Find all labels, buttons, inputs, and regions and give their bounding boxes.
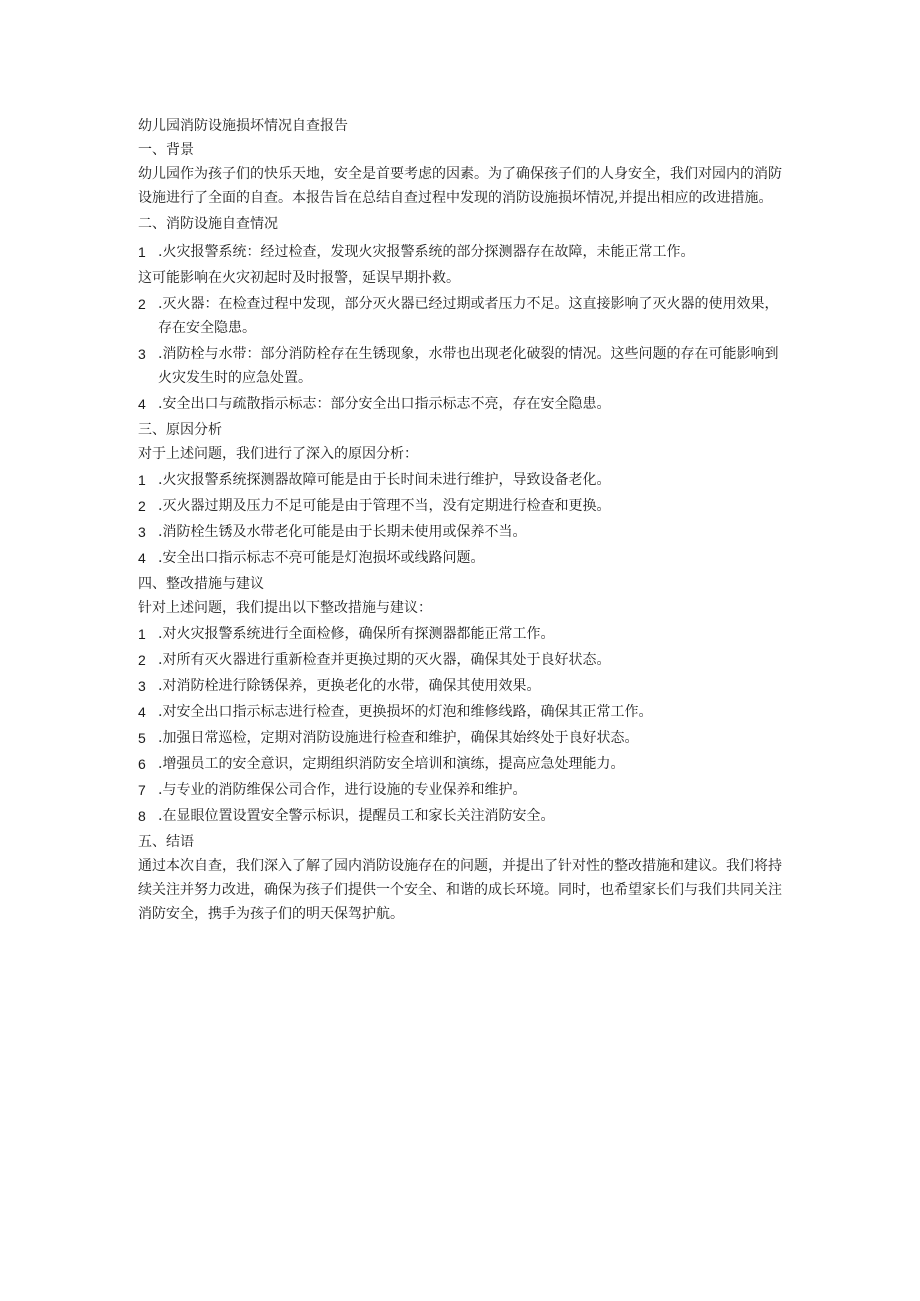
item-number: 3 (138, 346, 146, 362)
item-number: 3 (138, 524, 146, 540)
cause-item (138, 546, 788, 570)
item-number: 5 (138, 730, 146, 746)
item-number: 7 (138, 782, 146, 798)
section-heading-background: 一、背景 (138, 142, 194, 158)
item-text: .对火灾报警系统进行全面检修，确保所有探测器都能正常工作。 (158, 626, 555, 642)
background-paragraph: 幼儿园作为孩子们的快乐天地，安全是首要考虑的因素。为了确保孩子们的人身安全，我们对园内的消防设施进行了全面的自查。本报告旨在总结自查过程中发现的消防设施损坏情况,并提出相应的改进措施。 (138, 166, 782, 206)
item-text: .对消防栓进行除锈保养，更换老化的水带，确保其使用效果。 (158, 678, 541, 694)
item-text: .增强员工的安全意识，定期组织消防安全培训和演练，提高应急处理能力。 (158, 756, 625, 772)
item-text: .火灾报警系统探测器故障可能是由于长时间未进行维护，导致设备老化。 (158, 472, 611, 488)
section-heading-cause: 三、原因分析 (138, 422, 222, 438)
item-text: .与专业的消防维保公司合作，进行设施的专业保养和维护。 (158, 782, 527, 798)
measure-item (138, 622, 788, 646)
item-text: .加强日常巡检，定期对消防设施进行检查和维护，确保其始终处于良好状态。 (158, 730, 639, 746)
item-number: 2 (138, 296, 146, 312)
measure-item (138, 674, 788, 698)
item-text: .对安全出口指示标志进行检查，更换损坏的灯泡和维修线路，确保其正常工作。 (158, 704, 653, 720)
item-text: .消防栓生锈及水带老化可能是由于长期未使用或保养不当。 (158, 524, 527, 540)
item-number: 1 (138, 472, 146, 488)
item-continuation: 这可能影响在火灾初起时及时报警，延误早期扑救。 (138, 270, 460, 286)
inspection-item (138, 292, 788, 340)
item-number: 4 (138, 704, 146, 720)
document-title: 幼儿园消防设施损坏情况自查报告 (138, 118, 348, 134)
item-number: 2 (138, 498, 146, 514)
measure-item (138, 648, 788, 672)
inspection-item (138, 240, 788, 264)
measure-item (138, 752, 788, 776)
cause-intro: 对于上述问题，我们进行了深入的原因分析： (138, 446, 418, 462)
inspection-item (138, 392, 788, 416)
cause-item (138, 494, 788, 518)
item-text: .对所有灭火器进行重新检查并更换过期的灭火器，确保其处于良好状态。 (158, 652, 611, 668)
cause-item (138, 520, 788, 544)
item-number: 4 (138, 550, 146, 566)
measure-item (138, 726, 788, 750)
section-heading-inspection: 二、消防设施自查情况 (138, 216, 278, 232)
item-text: .安全出口指示标志不亮可能是灯泡损坏或线路问题。 (158, 550, 485, 566)
item-text: .火灾报警系统：经过检查，发现火灾报警系统的部分探测器存在故障，未能正常工作。 (158, 244, 695, 260)
inspection-item (138, 342, 788, 390)
item-number: 3 (138, 678, 146, 694)
item-text: .安全出口与疏散指示标志：部分安全出口指示标志不亮，存在安全隐患。 (158, 396, 611, 412)
item-number: 8 (138, 808, 146, 824)
measure-item (138, 700, 788, 724)
item-number: 2 (138, 652, 146, 668)
item-text: .在显眼位置设置安全警示标识，提醒员工和家长关注消防安全。 (158, 808, 555, 824)
document-page (138, 114, 788, 926)
item-number: 4 (138, 396, 146, 412)
measure-item (138, 778, 788, 802)
measures-intro: 针对上述问题，我们提出以下整改措施与建议： (138, 600, 432, 616)
measure-item (138, 804, 788, 828)
item-number: 1 (138, 244, 146, 260)
section-heading-measures: 四、整改措施与建议 (138, 576, 264, 592)
conclusion-paragraph: 通过本次自查，我们深入了解了园内消防设施存在的问题，并提出了针对性的整改措施和建议。我们将持续关注并努力改进，确保为孩子们提供一个安全、和谐的成长环境。同时，也希望家长们与我们共同关注消防安全，携手为孩子们的明天保驾护航。 (138, 858, 782, 922)
item-number: 6 (138, 756, 146, 772)
cause-item (138, 468, 788, 492)
item-text: .灭火器：在检查过程中发现，部分灭火器已经过期或者压力不足。这直接影响了灭火器的使用效果，存在安全隐患。 (158, 296, 779, 336)
item-text: .消防栓与水带：部分消防栓存在生锈现象，水带也出现老化破裂的情况。这些问题的存在可能影响到火灾发生时的应急处置。 (158, 346, 779, 386)
section-heading-conclusion: 五、结语 (138, 834, 194, 850)
item-text: .灭火器过期及压力不足可能是由于管理不当，没有定期进行检查和更换。 (158, 498, 611, 514)
item-number: 1 (138, 626, 146, 642)
